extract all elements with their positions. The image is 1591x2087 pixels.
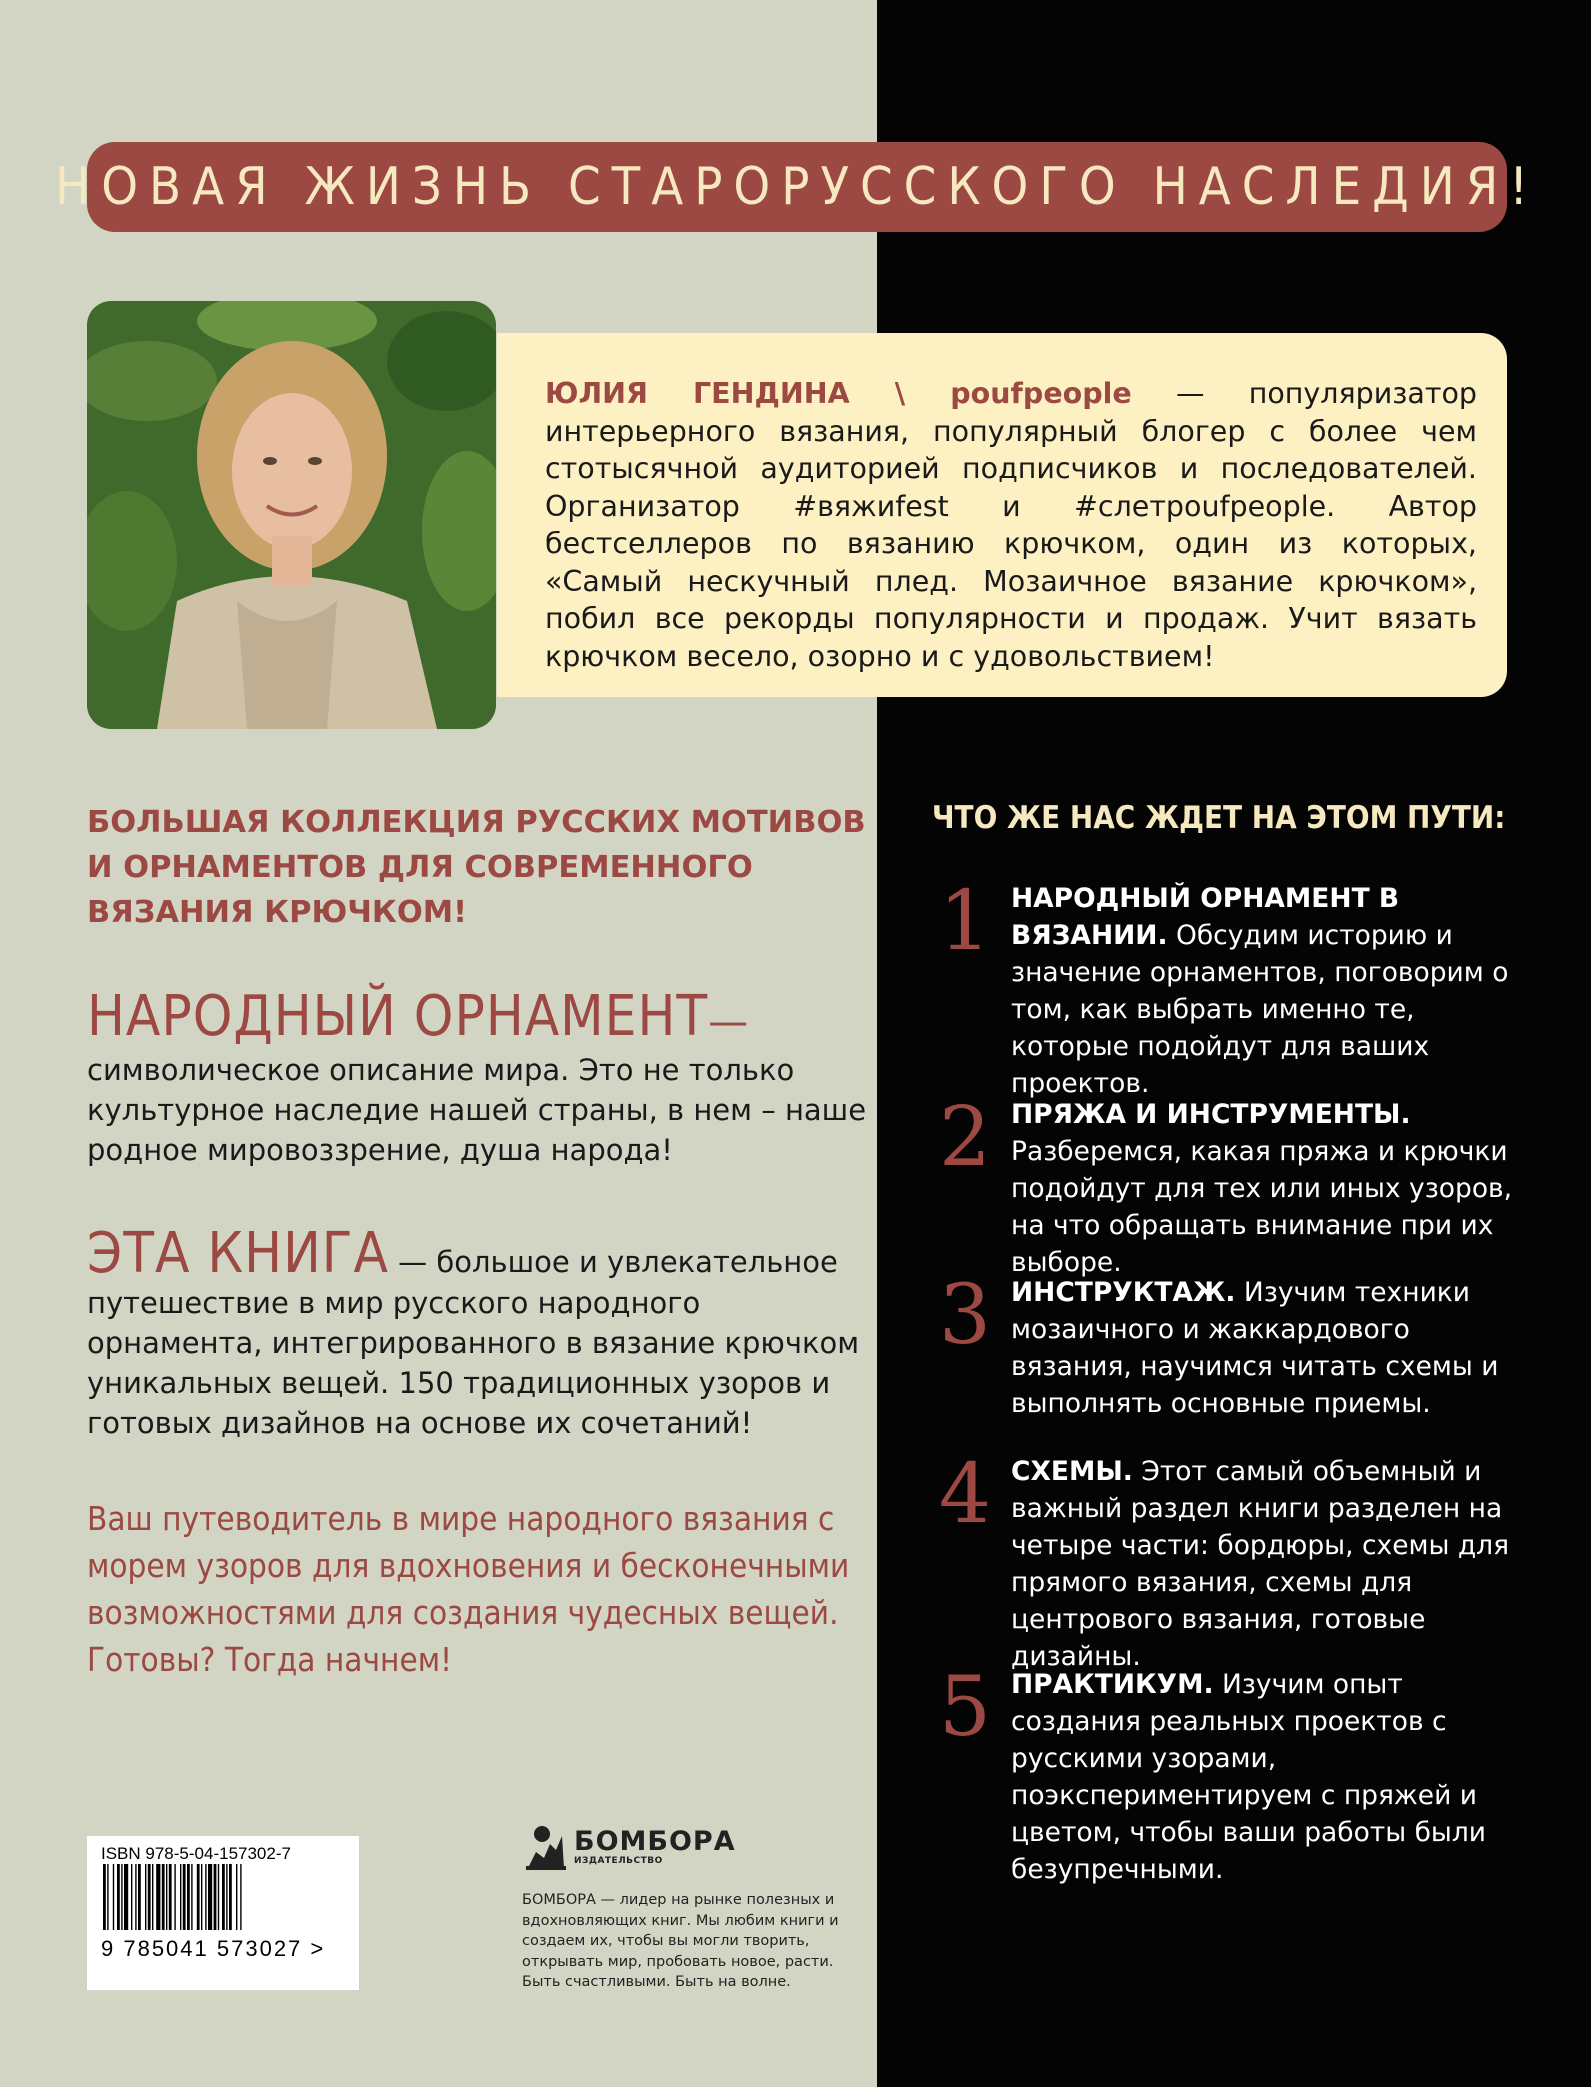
item-title: ПРАКТИКУМ.: [1011, 1669, 1214, 1700]
isbn-number: ISBN 978-5-04-157302-7: [101, 1844, 291, 1863]
publisher-name: БОМБОРА: [574, 1826, 736, 1857]
path-item-4: [925, 1447, 1515, 1675]
lead-text: БОЛЬШАЯ КОЛЛЕКЦИЯ РУССКИХ МОТИВОВ И ОРНАМЕНТОВ ДЛЯ СОВРЕМЕННОГО ВЯЗАНИЯ КРЮЧКОМ!: [87, 805, 866, 930]
item-number: 3: [938, 1268, 992, 1363]
item-title: ИНСТРУКТАЖ.: [1011, 1277, 1236, 1308]
title-banner: [55, 142, 1539, 232]
item-text: Изучим опыт создания реальных проектов с русскими узорами, поэкспериментируем с пряжей и цветом, чтобы ваши работы были безупречными.: [1011, 1669, 1487, 1885]
publisher-subtitle: ИЗДАТЕЛЬСТВО: [574, 1856, 663, 1866]
publisher-logo: [522, 1822, 852, 1872]
book-section: [87, 1221, 867, 1443]
item-number: 2: [938, 1090, 992, 1185]
book-text: — большое и увлекательное путешествие в мир русского народного орнамента, интегрированного в вязание крючком уникальных вещей. 150 традиционных узоров и готовых дизайнов на основе их сочетаний!: [87, 1245, 860, 1440]
banner-title: НОВАЯ ЖИЗНЬ СТАРОРУССКОГО НАСЛЕДИЯ!: [55, 157, 1539, 217]
ornament-heading: НАРОДНЫЙ ОРНАМЕНТ: [87, 984, 709, 1049]
isbn-digits: 9 785041 573027 >: [101, 1936, 326, 1961]
item-text: Разберемся, какая пряжа и крючки подойдут для тех или иных узоров, на что обращать внимание при их выборе.: [1011, 1136, 1513, 1278]
barcode-icon: [101, 1864, 345, 1930]
author-bio: [545, 375, 1477, 675]
author-bio-text: — популяризатор интерьерного вязания, популярный блогер с более чем стотысячной аудиторией подписчиков и последователей. Организатор #вяжиfest и #слетpoufpeople. Автор бестселлеров по вязанию крючком, один из которых, «Самый нескучный плед. Мозаичное вязание крючком», побил все рекорды популярности и продаж. Учит вязать крючком весело, озорно и с удовольствием!: [545, 377, 1477, 673]
item-text: Этот самый объемный и важный раздел книги разделен на четыре части: бордюры, схемы для прямого вязания, схемы для центрового вязания, готовые дизайны.: [1011, 1456, 1510, 1672]
publisher-emblem-icon: [522, 1822, 568, 1872]
item-title: НАРОДНЫЙ ОРНАМЕНТ В ВЯЗАНИИ.: [1011, 883, 1400, 951]
item-text: Изучим техники мозаичного и жаккардового вязания, научимся читать схемы и выполнять основные приемы.: [1011, 1277, 1499, 1419]
item-title: ПРЯЖА И ИНСТРУМЕНТЫ.: [1011, 1099, 1411, 1130]
author-name: ЮЛИЯ ГЕНДИНА \ poufpeople: [545, 377, 1132, 410]
path-item-2: [925, 1090, 1515, 1281]
path-heading: ЧТО ЖЕ НАС ЖДЕТ НА ЭТОМ ПУТИ:: [932, 800, 1506, 836]
publisher-description: БОМБОРА — лидер на рынке полезных и вдохновляющих книг. Мы любим книги и создаем их, чтобы вы могли творить, открывать мир, пробовать новое, расти. Быть счастливыми. Быть на волне.: [522, 1892, 839, 1990]
item-number: 1: [938, 874, 992, 969]
item-number: 5: [938, 1660, 992, 1755]
author-photo: [87, 301, 496, 729]
ornament-text: символическое описание мира. Это не только культурное наследие нашей страны, в нем – наше родное мировоззрение, душа народа!: [87, 1053, 867, 1167]
ornament-section: [87, 984, 867, 1170]
author-bio-card: [497, 333, 1507, 697]
isbn-barcode: [87, 1836, 359, 1990]
ornament-dash: —: [708, 999, 749, 1045]
item-number: 4: [938, 1447, 992, 1542]
book-heading: ЭТА КНИГА: [87, 1221, 389, 1286]
publisher-block: [522, 1822, 852, 1993]
item-title: СХЕМЫ.: [1011, 1456, 1133, 1487]
item-text: Обсудим историю и значение орнаментов, поговорим о том, как выбрать именно те, которые подойдут для ваших проектов.: [1011, 920, 1509, 1099]
guide-text: Ваш путеводитель в мире народного вязания с морем узоров для вдохновения и бесконечными возможностями для создания чудесных вещей. Готовы? Тогда начнем!: [87, 1499, 850, 1679]
path-item-3: [925, 1268, 1515, 1422]
path-item-1: [925, 874, 1515, 1102]
path-item-5: [925, 1660, 1515, 1888]
